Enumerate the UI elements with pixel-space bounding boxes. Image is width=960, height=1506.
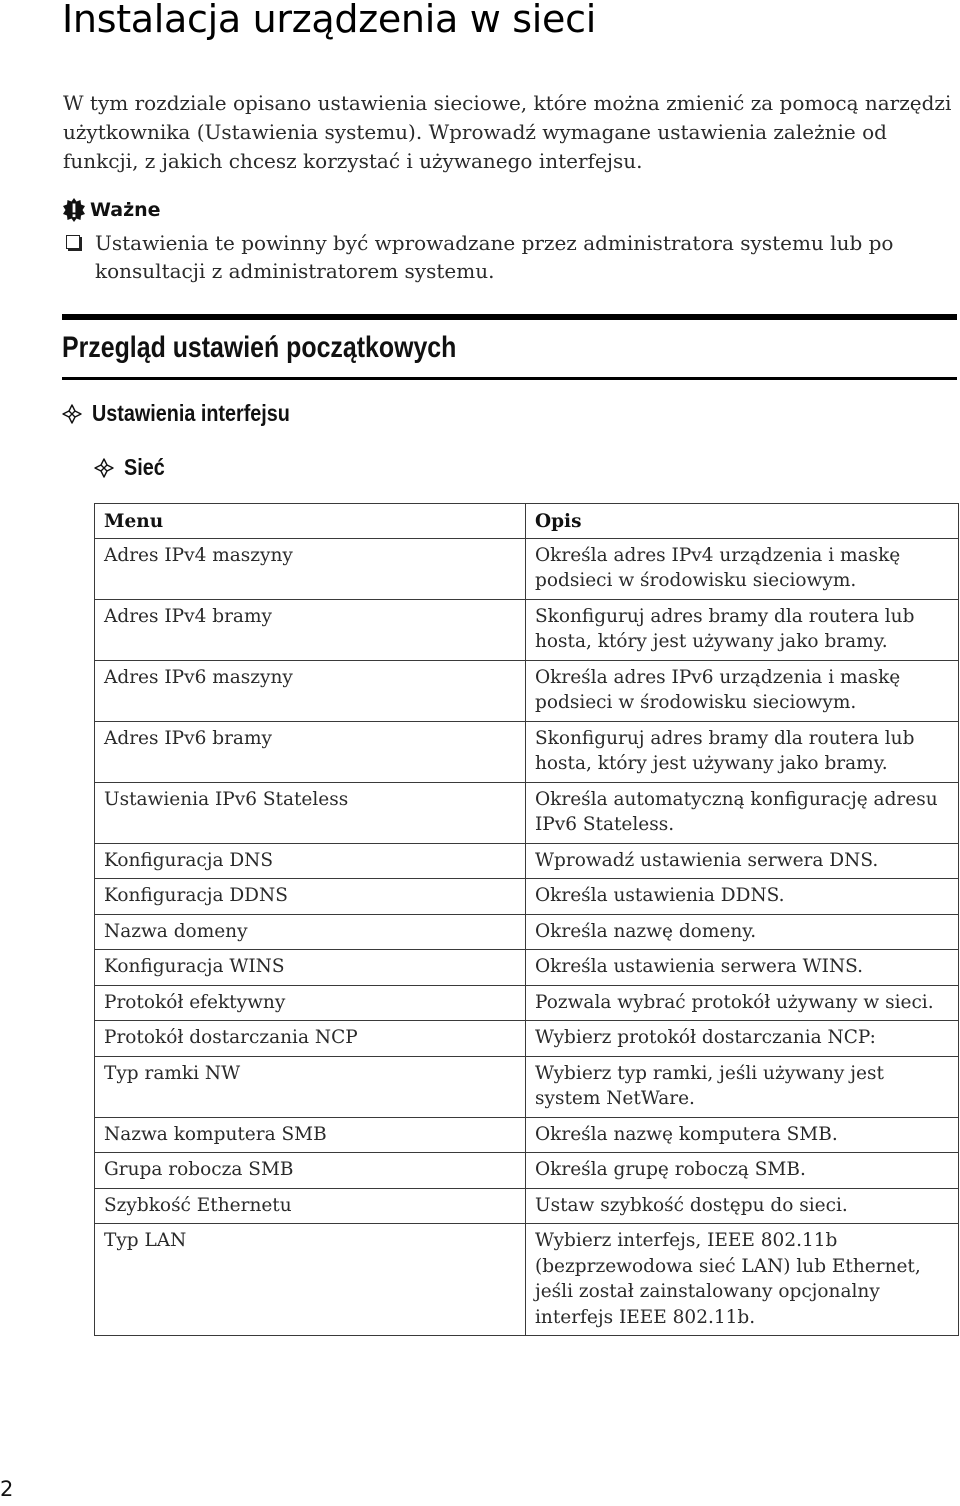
- description-cell: Wybierz interfejs, IEEE 802.11b (bezprzewodowa sieć LAN) lub Ethernet, jeśli został zainstalowany opcjonalny interfejs IEEE 802.11b.: [526, 1224, 959, 1336]
- description-cell: Wybierz protokół dostarczania NCP:: [526, 1021, 959, 1057]
- section-rule-top: [62, 314, 957, 320]
- description-cell: Określa adres IPv6 urządzenia i maskę podsieci w środowisku sieciowym.: [526, 660, 959, 721]
- table-row: [95, 914, 959, 950]
- section-rule-bottom: [62, 377, 957, 380]
- description-cell: Wprowadź ustawienia serwera DNS.: [526, 843, 959, 879]
- description-cell: Pozwala wybrać protokół używany w sieci.: [526, 985, 959, 1021]
- table-row: [95, 782, 959, 843]
- table-row: [95, 1153, 959, 1189]
- table-row: [95, 538, 959, 599]
- description-cell: Określa nazwę domeny.: [526, 914, 959, 950]
- description-cell: Skonfiguruj adres bramy dla routera lub hosta, który jest używany jako bramy.: [526, 599, 959, 660]
- header-menu: Menu: [95, 504, 526, 539]
- table-header-row: [95, 504, 959, 539]
- subsection-title: Ustawienia interfejsu: [92, 400, 290, 426]
- intro-paragraph: W tym rozdziale opisano ustawienia sieciowe, które można zmienić za pomocą narzędzi użytkownika (Ustawienia systemu). Wprowadź wymagane ustawienia zależnie od funkcji, z jakich chcesz korzystać i używanego interfejsu.: [63, 91, 952, 173]
- menu-cell: Typ LAN: [95, 1224, 526, 1336]
- diamond-bullet-icon: [62, 404, 82, 424]
- table-row: [95, 985, 959, 1021]
- table-row: [95, 879, 959, 915]
- description-cell: Skonfiguruj adres bramy dla routera lub hosta, który jest używany jako bramy.: [526, 721, 959, 782]
- menu-cell: Protokół efektywny: [95, 985, 526, 1021]
- checkbox-bullet-icon: [66, 235, 80, 249]
- table-row: [95, 1117, 959, 1153]
- table-row: [95, 599, 959, 660]
- important-heading: [62, 196, 161, 224]
- important-icon: [62, 197, 86, 223]
- menu-cell: Nazwa komputera SMB: [95, 1117, 526, 1153]
- table-row: [95, 1056, 959, 1117]
- diamond-bullet-icon: [94, 458, 114, 478]
- subsection-interface-settings: [62, 400, 322, 427]
- subsection-title: Sieć: [124, 454, 165, 480]
- menu-cell: Ustawienia IPv6 Stateless: [95, 782, 526, 843]
- section-title: Przegląd ustawień początkowych: [62, 331, 457, 364]
- menu-cell: Adres IPv6 bramy: [95, 721, 526, 782]
- description-cell: Określa ustawienia DDNS.: [526, 879, 959, 915]
- description-cell: Wybierz typ ramki, jeśli używany jest system NetWare.: [526, 1056, 959, 1117]
- description-cell: Określa ustawienia serwera WINS.: [526, 950, 959, 986]
- menu-cell: Konfiguracja DDNS: [95, 879, 526, 915]
- menu-cell: Szybkość Ethernetu: [95, 1188, 526, 1224]
- description-cell: Określa nazwę komputera SMB.: [526, 1117, 959, 1153]
- table-row: [95, 660, 959, 721]
- page-title: Instalacja urządzenia w sieci: [62, 0, 596, 41]
- table-row: [95, 843, 959, 879]
- table-row: [95, 1188, 959, 1224]
- table-row: [95, 950, 959, 986]
- menu-cell: Konfiguracja WINS: [95, 950, 526, 986]
- menu-cell: Adres IPv6 maszyny: [95, 660, 526, 721]
- menu-cell: Adres IPv4 maszyny: [95, 538, 526, 599]
- menu-cell: Nazwa domeny: [95, 914, 526, 950]
- description-cell: Określa grupę roboczą SMB.: [526, 1153, 959, 1189]
- important-note: [66, 229, 956, 285]
- table-row: [95, 721, 959, 782]
- description-cell: Określa automatyczną konfigurację adresu IPv6 Stateless.: [526, 782, 959, 843]
- menu-cell: Grupa robocza SMB: [95, 1153, 526, 1189]
- menu-cell: Typ ramki NW: [95, 1056, 526, 1117]
- important-note-text: Ustawienia te powinny być wprowadzane przez administratora systemu lub po konsultacji z administratorem systemu.: [95, 231, 894, 283]
- header-description: Opis: [526, 504, 959, 539]
- description-cell: Określa adres IPv4 urządzenia i maskę podsieci w środowisku sieciowym.: [526, 538, 959, 599]
- page-number: 2: [0, 1477, 14, 1501]
- table-row: [95, 1224, 959, 1336]
- description-cell: Ustaw szybkość dostępu do sieci.: [526, 1188, 959, 1224]
- table-row: [95, 1021, 959, 1057]
- menu-cell: Adres IPv4 bramy: [95, 599, 526, 660]
- settings-table: [94, 503, 959, 1336]
- menu-cell: Konfiguracja DNS: [95, 843, 526, 879]
- menu-cell: Protokół dostarczania NCP: [95, 1021, 526, 1057]
- subsection-network: [94, 454, 171, 481]
- important-label: Ważne: [90, 199, 161, 221]
- table-body: [95, 538, 959, 1336]
